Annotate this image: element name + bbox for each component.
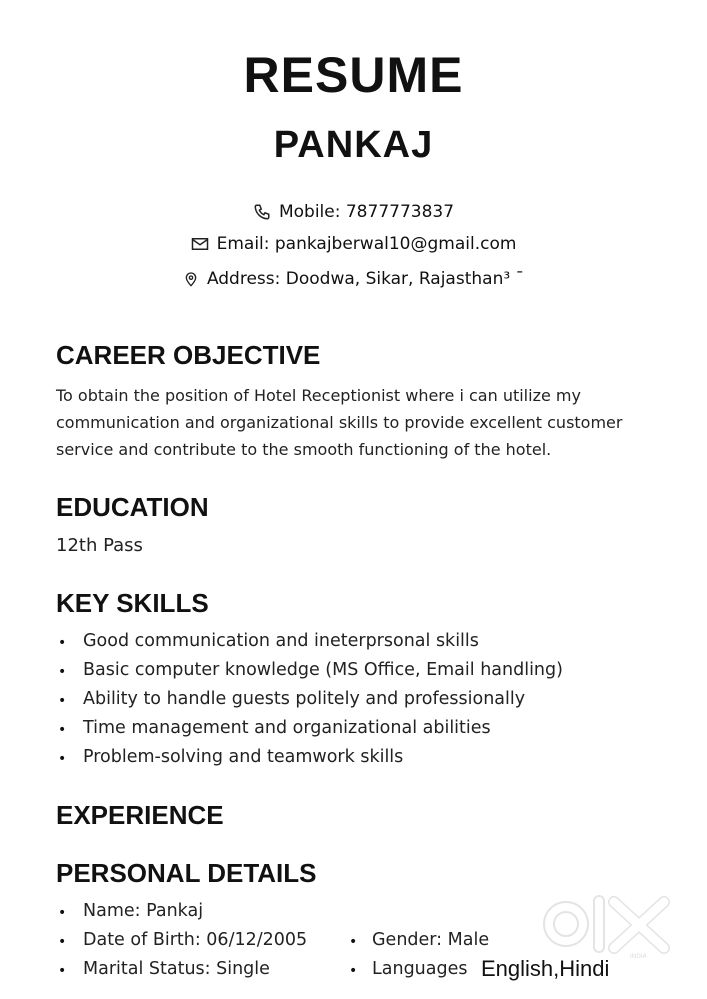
location-pin-icon [183,270,199,288]
bullet: • [58,693,67,709]
personal-dob: Date of Birth: 06/12/2005 [83,930,308,950]
contact-address [0,269,707,289]
bullet: • [58,934,67,950]
bullet: • [58,664,67,680]
phone-icon [253,203,271,221]
personal-languages-label: Languages [372,959,468,979]
bullet: • [58,963,67,979]
mail-icon [191,237,209,251]
personal-name: Name: Pankaj [83,901,204,921]
career-line: communication and organizational skills to provide excellent customer [56,413,623,432]
bullet: • [58,751,67,767]
skill-item: Ability to handle guests politely and professionally [83,689,526,709]
resume-title: RESUME [243,47,464,103]
career-line: service and contribute to the smooth functioning of the hotel. [56,440,552,459]
bullet: • [58,905,67,921]
personal-heading: PERSONAL DETAILS [56,858,317,888]
bullet: • [58,635,67,651]
personal-marital: Marital Status: Single [83,959,270,979]
bullet: • [349,934,358,950]
contact-email [0,234,707,254]
education-heading: EDUCATION [56,492,209,522]
address-text: Address: Doodwa, Sikar, Rajasthan³ ¯ [206,269,525,289]
career-heading: CAREER OBJECTIVE [56,340,321,370]
skill-item: Problem-solving and teamwork skills [83,747,404,767]
olx-watermark-logo [538,892,678,962]
skill-item: Good communication and ineterprsonal skills [83,631,479,651]
svg-text:INDIA: INDIA [630,953,647,960]
skill-item: Basic computer knowledge (MS Office, Email handling) [83,660,563,680]
education-value: 12th Pass [56,535,143,556]
bullet: • [349,963,358,979]
experience-heading: EXPERIENCE [56,800,224,830]
candidate-name: PANKAJ [273,124,434,166]
email-text: Email: pankajberwal10@gmail.com [216,234,517,254]
contact-mobile [0,202,707,222]
personal-languages-value: English,Hindi [481,956,610,981]
mobile-text: Mobile: 7877773837 [278,202,455,222]
skill-item: Time management and organizational abilities [83,718,491,738]
skills-heading: KEY SKILLS [56,588,209,618]
personal-gender: Gender: Male [372,930,490,950]
bullet: • [58,722,67,738]
career-line: To obtain the position of Hotel Receptionist where i can utilize my [56,386,581,405]
